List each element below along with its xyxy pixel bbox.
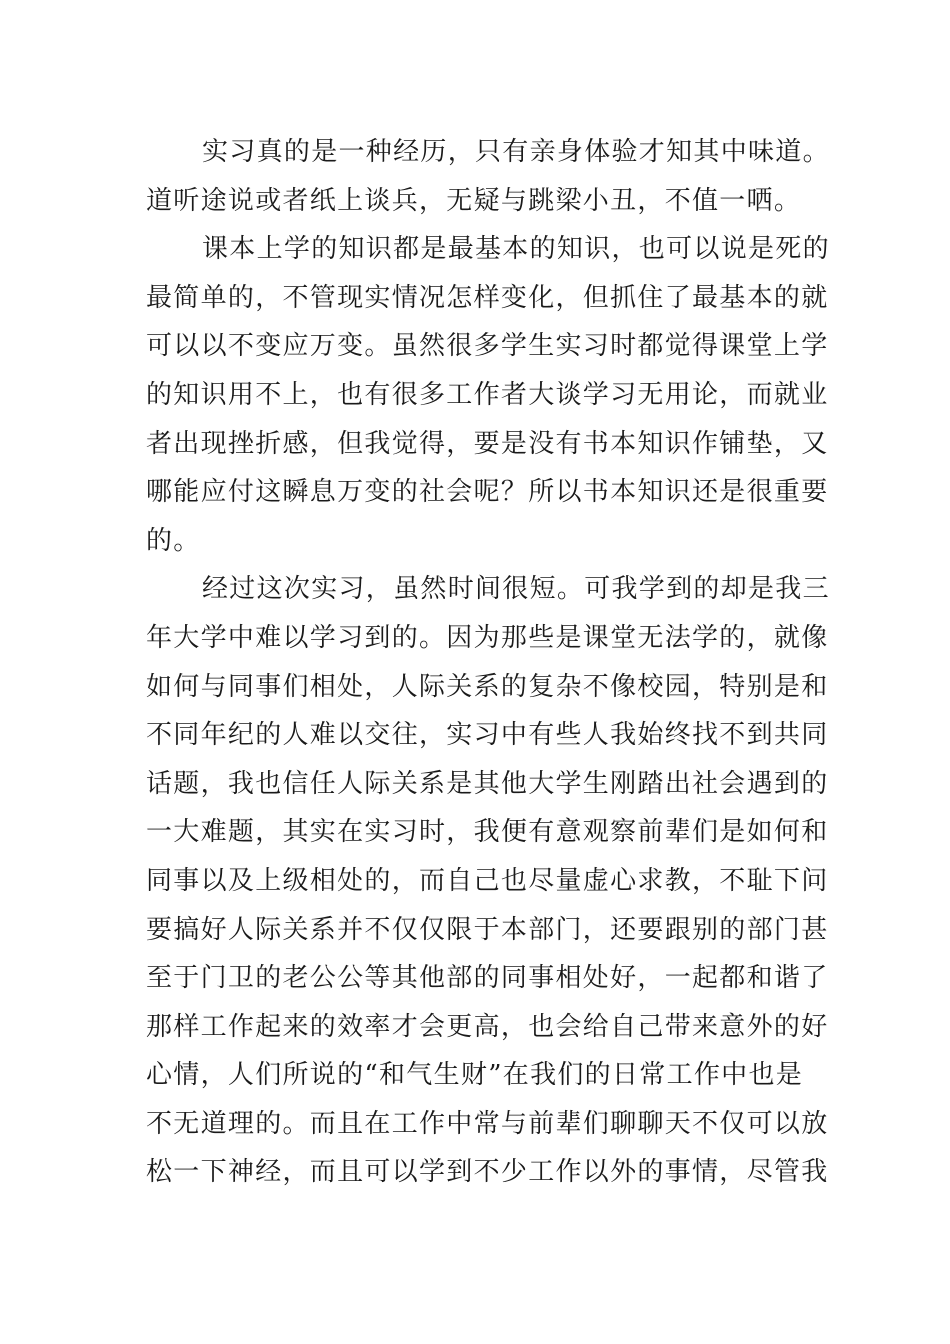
paragraph-3 (146, 565, 830, 1197)
document-body (146, 128, 830, 1197)
paragraph-2 (146, 225, 830, 565)
text-line: 道听途说或者纸上谈兵，无疑与跳梁小丑，不值一哂。 (146, 185, 802, 216)
text-line: 实习真的是一种经历，只有亲身体验才知其中味道。 (202, 137, 830, 167)
text-line: 的知识用不上，也有很多工作者大谈学习无用论，而就业 (146, 379, 829, 410)
text-line: 者出现挫折感，但我觉得，要是没有书本知识作铺垫，又 (146, 428, 829, 459)
text-line: 经过这次实习，虽然时间很短。可我学到的却是我三 (202, 574, 830, 605)
text-line: 松一下神经，而且可以学到不少工作以外的事情，尽管我 (146, 1157, 829, 1188)
text-line: 那样工作起来的效率才会更高，也会给自己带来意外的好 (146, 1011, 829, 1042)
text-line: 不同年纪的人难以交往，实习中有些人我始终找不到共同 (146, 720, 829, 751)
text-line: 同事以及上级相处的，而自己也尽量虚心求教，不耻下问 (146, 865, 829, 896)
text-line: 课本上学的知识都是最基本的知识，也可以说是死的 (202, 234, 830, 265)
text-line: 哪能应付这瞬息万变的社会呢？所以书本知识还是很重要 (146, 477, 829, 508)
text-line: 至于门卫的老公公等其他部的同事相处好，一起都和谐了 (146, 963, 829, 994)
text-line: 可以以不变应万变。虽然很多学生实习时都觉得课堂上学 (146, 331, 829, 362)
text-line: 最简单的，不管现实情况怎样变化，但抓住了最基本的就 (146, 282, 829, 313)
text-line: 话题，我也信任人际关系是其他大学生刚踏出社会遇到的 (146, 768, 829, 799)
text-line: 不无道理的。而且在工作中常与前辈们聊聊天不仅可以放 (146, 1108, 829, 1139)
text-line: 要搞好人际关系并不仅仅限于本部门，还要跟别的部门甚 (146, 914, 829, 945)
paragraph-1 (146, 128, 830, 225)
text-line: 如何与同事们相处，人际关系的复杂不像校园，特别是和 (146, 671, 829, 702)
text-line: 的。 (146, 525, 201, 556)
text-line: 一大难题，其实在实习时，我便有意观察前辈们是如何和 (146, 817, 829, 848)
text-line: 年大学中难以学习到的。因为那些是课堂无法学的，就像 (146, 622, 829, 653)
text-line: 心情，人们所说的“和气生财”在我们的日常工作中也是 (146, 1060, 804, 1091)
